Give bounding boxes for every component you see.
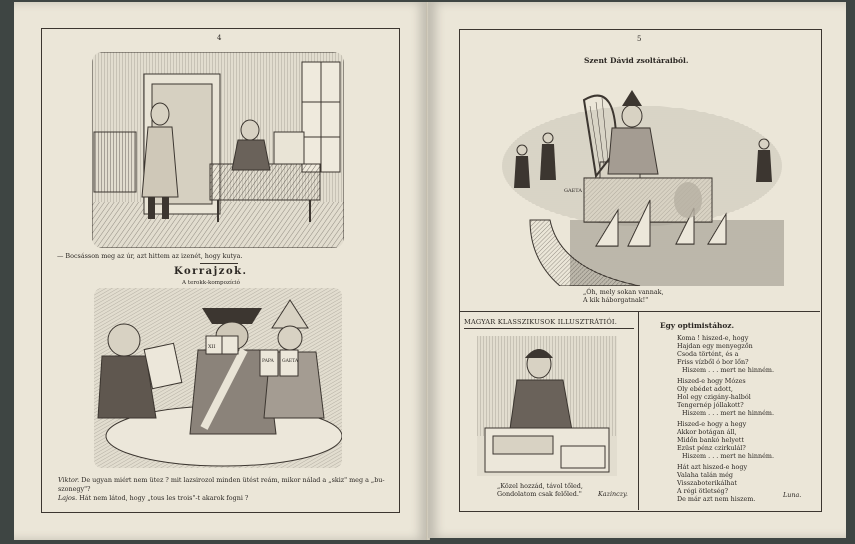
dialogue-line-2: szonegy"?	[58, 485, 91, 493]
card-label-2: PAPA	[262, 359, 274, 364]
psalm-title: Szent Dávid zsoltáraiból.	[584, 56, 689, 65]
classics-author: Kazinczy.	[598, 490, 628, 498]
card-label-3: GAETA	[282, 359, 299, 364]
classics-title: MAGYAR KLASSZIKUSOK ILLUSZTRÁTIÓI.	[464, 318, 618, 326]
poem-line: Hiszed-e hogy Mózes	[677, 377, 746, 385]
classics-underline	[464, 328, 634, 329]
poem-line: Hiszed-e hogy a hegy	[677, 420, 747, 428]
section-title: Korrajzok.	[174, 266, 248, 277]
viktor-text: De ugyan miért nem ütez ? mit lazsirozol minden ütést reám, mikor nálad a „skiz" meg a „bu-	[79, 476, 385, 484]
poem-line: Hiszem . . . mert ne hinném.	[682, 365, 775, 374]
quote-line-2: A kik háborgatnak!"	[583, 296, 649, 304]
classics-quote-1: „Közel hozzád, távol tőled,	[497, 482, 583, 490]
poem-line: Hiszem . . . mert ne hinném.	[682, 408, 775, 417]
card-players-illustration	[94, 288, 342, 468]
harbor-illustration	[500, 70, 784, 286]
classics-quote-2: Gondolatom csak felőled."	[497, 490, 582, 498]
classics-illustration	[477, 336, 617, 476]
poem-body	[677, 334, 817, 503]
lajos-text: Hát nem látod, hogy „tous les trois"-t akarok fogni ?	[77, 494, 249, 502]
divider-rule	[200, 263, 238, 264]
poem-line: Csoda történt, és a	[677, 349, 739, 358]
poem-line: Midőn bankó helyett	[677, 435, 744, 444]
poem-line: Friss vízből ó bor lőn?	[677, 357, 749, 366]
poem-line: Hajdan egy menyegzőn	[677, 341, 753, 350]
poem-line: Oly ebédet adott,	[677, 384, 733, 393]
dialogue-line-1	[58, 476, 385, 484]
poem-line: Visszaboterikálhat	[677, 478, 737, 487]
section-subtitle: A terokk-kompozíció	[182, 280, 241, 286]
right-page-number: 5	[637, 35, 642, 43]
poem-line: Ezüst pénz czirkulál?	[677, 443, 746, 452]
poem-author: Luna.	[783, 491, 802, 499]
poem-line: Koma ! hiszed-e, hogy	[677, 334, 749, 342]
poem-title: Egy optimistához.	[660, 321, 735, 330]
poem-line: De már azt nem hiszem.	[677, 494, 756, 503]
office-illustration	[92, 52, 344, 248]
poem-line: Akkor botágan áll,	[677, 427, 737, 436]
column-divider	[638, 311, 639, 510]
speaker-viktor: Viktor.	[58, 476, 80, 484]
poem-line: Tengernép jóllakott?	[677, 400, 744, 409]
poem-line: Valaha talán még	[677, 470, 733, 479]
poem-line: Hiszem . . . mert ne hinném.	[682, 451, 775, 460]
quote-line-1: „Óh, mely sokan vannak,	[583, 288, 664, 296]
poem-line: Hát azt hiszed-e hogy	[677, 463, 748, 471]
speaker-lajos: Lajos.	[58, 494, 78, 502]
section-divider	[459, 311, 820, 312]
poem-line: A régi ötletség?	[677, 486, 729, 495]
top-caption: — Bocsásson meg az úr, azt hittem az izenét, hogy kutya.	[57, 252, 243, 260]
poem-line: Hol egy czigány-halból	[677, 392, 751, 401]
dialogue-line-3	[58, 494, 248, 502]
harbor-label: GAETA	[564, 188, 582, 194]
left-page-number: 4	[217, 34, 222, 42]
card-label-1: XII	[208, 344, 216, 350]
